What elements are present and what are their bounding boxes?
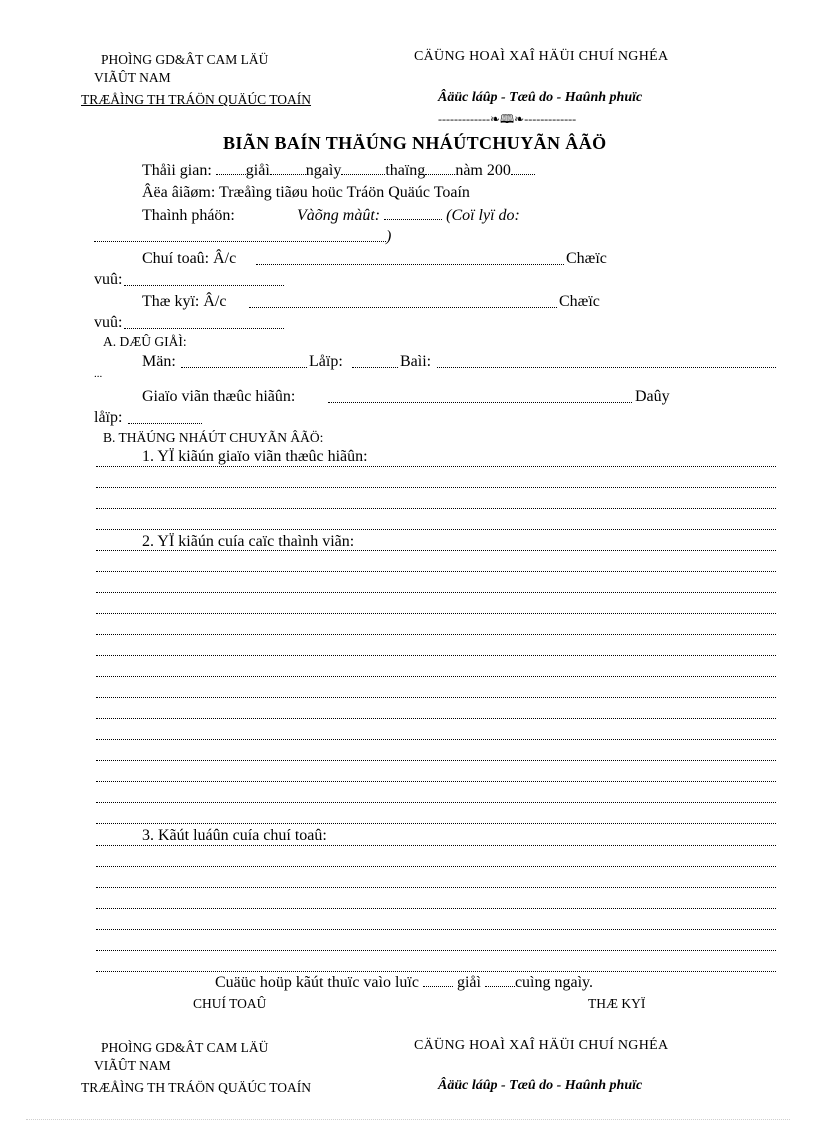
item-3-line[interactable] [96,887,776,888]
item-2-line[interactable] [96,781,776,782]
footer-country-name: VIÃÛT NAM [94,1058,171,1073]
page-title: BIÃN BAÍN THÄÚNG NHÁÚTCHUYÃN ÂÃÖ [223,133,607,153]
reason-field[interactable] [94,241,386,242]
closing-sentence [215,974,593,992]
chair-role-field[interactable] [124,285,284,286]
month-field[interactable] [341,162,385,175]
item-3-line[interactable] [96,908,776,909]
month-blank[interactable] [425,162,455,175]
end-minute-field[interactable] [485,974,515,987]
ornament-divider: -------------❧🕮❧------------- [438,112,577,126]
chair-name-field[interactable] [256,264,564,265]
secretary-role-cont: vuû: [94,314,123,331]
item-3-line[interactable] [96,866,776,867]
place-label: Âëa âiãøm: [142,184,216,201]
teacher-field[interactable] [328,402,632,403]
time-row [142,162,535,180]
republic-title: CÄÜNG HOAÌ XAÎ HÄÜI CHUÍ NGHÉA [414,49,669,64]
end-time-field[interactable] [423,974,453,987]
secretary-role-label: Chæïc [559,293,600,310]
footer-republic-title: CÄÜNG HOAÌ XAÎ HÄÜI CHUÍ NGHÉA [414,1038,669,1053]
item-2-line[interactable] [96,634,776,635]
item-2-line[interactable] [96,760,776,761]
page-edge-divider [26,1119,790,1120]
year-label: nàm 200 [455,162,511,179]
secretary-signature-label: THÆ KYÏ [588,996,646,1011]
class-label: Låïp: [309,353,343,370]
item-3-line[interactable] [96,950,776,951]
members-label: Thaình pháön: [142,207,235,224]
month-label: thaïng [385,162,426,179]
chair-signature-label: CHUÍ TOAÛ [193,996,267,1011]
item-2-line[interactable] [96,676,776,677]
place-row [142,184,470,202]
absent-label: Vàõng màût: [297,207,381,224]
close-paren: ) [386,228,392,245]
teacher-label: Giaïo viãn thæûc hiãûn: [142,388,296,405]
closing-text-a: Cuäüc hoüp kãút thuïc vaìo luïc [215,974,419,991]
item-3-line[interactable] [96,971,776,972]
lesson-label: Baìi: [400,353,432,370]
item-2-line[interactable] [96,592,776,593]
secretary-role-field[interactable] [124,328,284,329]
item-2-line[interactable] [96,550,776,551]
teaching-label: Daûy [635,388,670,405]
national-motto: Âäüc láûp - Tæû do - Haûnh phuïc [438,90,643,105]
item-2-line[interactable] [96,718,776,719]
hour-label: giåì [245,162,270,179]
day-label: ngaìy [305,162,342,179]
item-2-line[interactable] [96,802,776,803]
item-3-line[interactable] [96,845,776,846]
teaching-cont: låïp: [94,409,123,426]
secretary-label: Thæ kyï: Â/c [142,293,227,310]
footer-school-name: TRÆÅÌNG TH TRÁÖN QUÄÚC TOAÍN [81,1080,312,1095]
subject-field[interactable] [181,367,307,368]
chair-label: Chuí toaû: Â/c [142,250,237,267]
item-1-line[interactable] [96,487,776,488]
item-2-heading: 2. YÏ kiãún cuía caïc thaình viãn: [142,533,355,550]
day-field[interactable] [270,162,306,175]
teaching-class-field[interactable] [128,423,202,424]
reason-label: (Coï lyï do: [446,207,520,224]
time-label: Thåìi gian: [142,162,212,179]
school-name: TRÆÅÌNG TH TRÁÖN QUÄÚC TOAÍN [81,92,312,107]
lesson-ellipsis: ... [94,368,103,380]
item-2-line[interactable] [96,823,776,824]
item-1-line[interactable] [96,508,776,509]
chair-role-cont: vuû: [94,271,123,288]
closing-text-b: cuìng ngaìy. [514,974,594,991]
country-name: VIÃÛT NAM [94,70,171,85]
class-field[interactable] [352,367,398,368]
absent-row [297,207,520,225]
absent-field[interactable] [384,207,442,220]
year-field[interactable] [511,162,535,175]
item-2-line[interactable] [96,697,776,698]
footer-department-name: PHOÌNG GD&ÂT CAM LÄÜ [101,1040,269,1055]
item-2-line[interactable] [96,613,776,614]
item-2-line[interactable] [96,571,776,572]
item-3-heading: 3. Kãút luáûn cuía chuí toaû: [142,827,327,844]
item-1-heading: 1. YÏ kiãún giaïo viãn thæûc hiãûn: [142,448,368,465]
subject-label: Män: [142,353,176,370]
department-name: PHOÌNG GD&ÂT CAM LÄÜ [101,52,269,67]
section-b-heading: B. THÄÚNG NHÁÚT CHUYÃN ÂÃÖ: [103,430,324,445]
item-1-line[interactable] [96,529,776,530]
section-a-heading: A. DÆÛ GIÅÌ: [103,334,187,349]
item-2-line[interactable] [96,655,776,656]
chair-role-label: Chæïc [566,250,607,267]
item-2-line[interactable] [96,739,776,740]
item-1-line[interactable] [96,466,776,467]
footer-national-motto: Âäüc láûp - Tæû do - Haûnh phuïc [438,1078,643,1093]
lesson-field[interactable] [437,367,776,368]
secretary-name-field[interactable] [249,307,557,308]
closing-hour: giåì [456,974,481,991]
place-value: Træåìng tiãøu hoüc Tráön Quäúc Toaín [219,184,470,201]
hour-field[interactable] [216,162,246,175]
item-3-line[interactable] [96,929,776,930]
